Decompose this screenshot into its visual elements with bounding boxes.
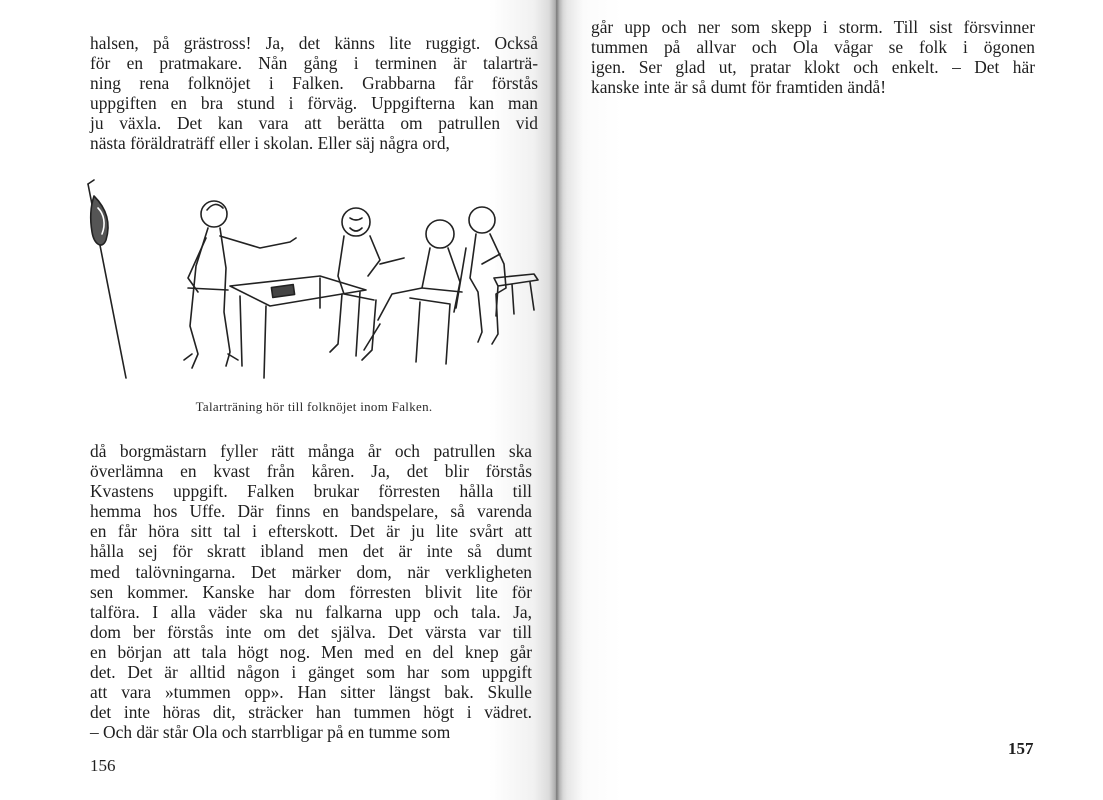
text-line: sen kommer. Kanske har dom förresten blivit lite för: [90, 581, 532, 602]
text-line: talföra. I alla väder ska nu falkarna upp och tala. Ja,: [90, 601, 532, 622]
text-line: det inte höras dit, sträcker han tummen högt i vädret.: [90, 702, 532, 723]
text-line: nästa föräldraträff eller i skolan. Eller säj några ord,: [90, 133, 450, 154]
text-line: ju växla. Det kan vara att berätta om patrullen vid: [90, 113, 538, 134]
text-line: kanske inte är så dumt för framtiden ändå!: [591, 77, 887, 98]
text-line: att vara »tummen opp». Han sitter längst bak. Skulle: [90, 682, 532, 703]
right-page: [556, 0, 1103, 800]
text-line: går upp och ner som skepp i storm. Till sist försvinner: [591, 17, 1035, 37]
text-line: för en pratmakare. Nån gång i terminen är talarträ-: [90, 53, 538, 74]
left-page-bottom-paragraph: [90, 441, 532, 742]
text-line: överlämna en kvast från kåren. Ja, det blir förstås: [90, 461, 532, 482]
text-line: halsen, på grästross! Ja, det känns lite ruggigt. Också: [90, 33, 538, 53]
text-line: dom ber förstås inte om det själva. Det värsta var till: [90, 621, 532, 642]
illustration-caption: Talarträning hör till folknöjet inom Falken.: [195, 399, 433, 414]
text-line: det. Det är alltid någon i gänget som har som uppgift: [90, 662, 532, 683]
page-number-right: 157: [1008, 739, 1034, 758]
book-gutter: [549, 0, 563, 800]
text-line: med talövningarna. Det märker dom, när verkligheten: [90, 561, 532, 582]
text-line: då borgmästarn fyller rätt många år och patrullen ska: [90, 441, 532, 461]
text-line: ning rena folknöjet i Falken. Grabbarna får förstås: [90, 73, 538, 94]
scout-speech-training-illustration: [80, 178, 540, 388]
text-line: hemma hos Uffe. Där finns en bandspelare, så varenda: [90, 501, 532, 522]
text-line: Kvastens uppgift. Falken brukar förresten hålla till: [90, 481, 532, 502]
text-line: – Och där står Ola och starrbligar på en tumme som: [90, 722, 451, 743]
text-line: en början att tala högt nog. Men med en del knep går: [90, 641, 532, 662]
text-line: tummen på allvar och Ola vågar se folk i ögonen: [591, 37, 1035, 58]
text-line: hålla sej för skratt ibland men det är inte så dumt: [90, 541, 532, 562]
page-number-left: 156: [90, 756, 116, 775]
text-line: igen. Ser glad ut, pratar klokt och enkelt. – Det här: [591, 57, 1035, 78]
right-page-paragraph: [591, 17, 1035, 97]
text-line: uppgiften en bra stund i förväg. Uppgifterna kan man: [90, 93, 538, 114]
left-page-top-paragraph: [90, 33, 538, 154]
text-line: en får höra sitt tal i efterskott. Det är ju lite svårt att: [90, 521, 532, 542]
